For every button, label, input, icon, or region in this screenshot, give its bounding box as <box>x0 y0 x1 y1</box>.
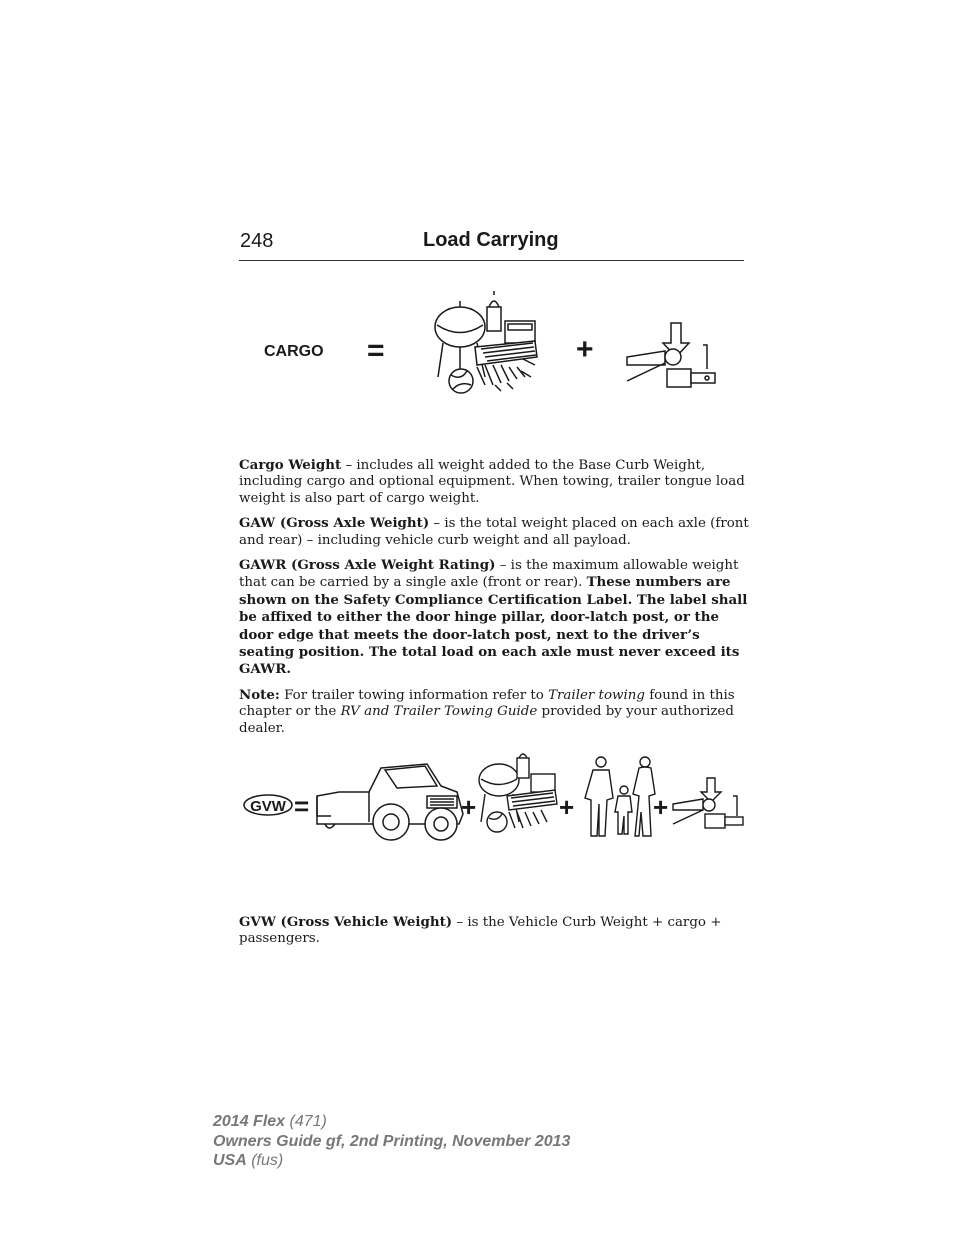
truck-icon <box>317 764 463 840</box>
plus-sign: + <box>576 333 594 366</box>
note-text-2: found in this chapter or the <box>239 687 735 720</box>
note-text-3: provided by your authorized dealer. <box>239 704 734 736</box>
note-label: Note: <box>239 686 280 703</box>
footer-model-code: (471) <box>285 1113 327 1130</box>
gvw-plus-sign-2: + <box>559 792 575 822</box>
footer-guide: Owners Guide gf, 2nd Printing, November 2013 <box>213 1132 571 1150</box>
gvw-equals-sign: = <box>294 791 310 821</box>
gawr-warning: These numbers are shown on the Safety Compliance Certification Label. The label shall be affixed to either the door hinge pillar, door-latch post, or the door edge that meets the door-latch post, next to the driver’s seating position. The total load on each axle must never exceed its GAWR. <box>239 574 748 678</box>
cargo-illustration <box>255 285 735 405</box>
term-cargo-weight: Cargo Weight <box>239 457 342 473</box>
gvw-definition-section <box>239 914 749 948</box>
cargo-label: CARGO <box>264 343 324 360</box>
gvw-cargo-items-icon <box>479 754 557 832</box>
paragraph-gvw <box>239 914 749 948</box>
page-title: Load Carrying <box>423 229 559 251</box>
page-header <box>239 228 744 261</box>
footer-market-code: (fus) <box>246 1152 284 1169</box>
term-gaw: GAW (Gross Axle Weight) <box>239 515 430 532</box>
footer-market: USA <box>213 1152 247 1169</box>
trailer-towing-reference: Trailer towing <box>548 687 645 703</box>
definition-gaw: – is the total weight placed on each axle (front and rear) – including vehicle curb weight and all payload. <box>239 516 749 548</box>
footer-model: 2014 Flex <box>213 1113 286 1130</box>
page-footer <box>213 1112 570 1171</box>
footer-market-line <box>213 1151 570 1171</box>
paragraph-cargo-weight <box>239 457 749 507</box>
paragraph-gawr <box>239 557 749 679</box>
definition-cargo-weight: – includes all weight added to the Base Curb Weight, including cargo and optional equipment. When towing, trailer tongue load weight is also part of cargo weight. <box>239 458 745 506</box>
trailer-hitch-icon <box>627 323 715 387</box>
definitions-section <box>239 457 749 745</box>
paragraph-note <box>239 687 749 737</box>
gvw-trailer-hitch-icon <box>673 778 743 828</box>
gvw-plus-sign-1: + <box>461 792 477 822</box>
note-text-1: For trailer towing information refer to <box>279 687 549 703</box>
definition-gawr: – is the maximum allowable weight that can be carried by a single axle (front or rear). <box>239 558 739 591</box>
cargo-items-icon <box>435 291 537 393</box>
gvw-plus-sign-3: + <box>653 792 669 822</box>
definition-gvw: – is the Vehicle Curb Weight + cargo + passengers. <box>239 915 722 947</box>
term-gvw: GVW (Gross Vehicle Weight) <box>239 914 453 930</box>
page-number: 248 <box>240 230 274 252</box>
footer-model-line <box>213 1112 570 1132</box>
gvw-illustration <box>241 752 746 844</box>
term-gawr: GAWR (Gross Axle Weight Rating) <box>239 557 496 574</box>
paragraph-gaw <box>239 515 749 549</box>
passengers-icon <box>585 757 655 836</box>
gvw-label: GVW <box>250 798 286 815</box>
equals-sign: = <box>367 334 385 367</box>
towing-guide-reference: RV and Trailer Towing Guide <box>340 704 538 720</box>
